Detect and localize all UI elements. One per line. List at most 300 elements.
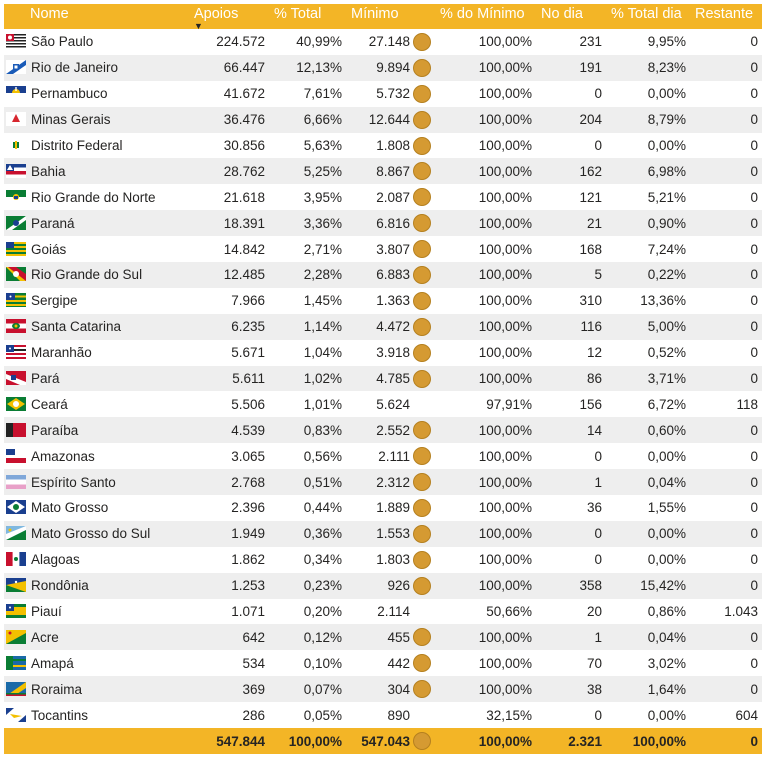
cell-apoios: 1.253 (231, 578, 265, 594)
cell-restante: 0 (750, 629, 758, 645)
coin-icon (413, 370, 431, 388)
table-row[interactable] (4, 366, 762, 392)
cell-apoios: 5.611 (232, 371, 265, 387)
cell-apoios: 1.862 (231, 552, 265, 568)
table-row[interactable] (4, 133, 762, 159)
cell-minimo (346, 650, 435, 676)
flag-pernambuco-icon (6, 86, 26, 100)
cell-restante: 0 (750, 112, 758, 128)
cell-pct-minimo: 100,00% (478, 293, 532, 309)
cell-restante: 0 (750, 655, 758, 671)
table-row[interactable] (4, 184, 762, 210)
coin-icon (413, 137, 431, 155)
cell-pct-minimo: 100,00% (478, 655, 532, 671)
coin-placeholder (413, 706, 431, 724)
state-name: Paraíba (31, 422, 79, 438)
cell-pct-minimo: 100,00% (478, 34, 532, 50)
table-body (4, 29, 762, 728)
cell-restante: 604 (735, 707, 758, 723)
cell-pct-total: 0,07% (303, 681, 342, 697)
cell-restante: 0 (750, 163, 758, 179)
flag-parana-icon (6, 216, 26, 230)
cell-no-dia: 21 (586, 215, 602, 231)
coin-icon (413, 473, 431, 491)
cell-pct-total-dia: 0,00% (647, 86, 686, 102)
table-row[interactable] (4, 702, 762, 728)
table-row[interactable] (4, 624, 762, 650)
cell-minimo (346, 573, 435, 599)
states-table-visual (4, 4, 762, 754)
table-row[interactable] (4, 391, 762, 417)
state-name: Piauí (31, 604, 62, 620)
cell-nome (4, 702, 189, 728)
minimo-value: 4.785 (376, 371, 410, 387)
column-header-nome[interactable]: Nome (30, 6, 69, 22)
cell-restante: 0 (750, 448, 758, 464)
cell-pct-total: 0,83% (303, 422, 342, 438)
table-row[interactable] (4, 417, 762, 443)
cell-pct-total: 1,04% (303, 345, 342, 361)
cell-restante: 1.043 (724, 604, 758, 620)
cell-apoios: 30.856 (223, 138, 265, 153)
column-header-minimo[interactable]: Mínimo (351, 6, 399, 22)
state-name: Mato Grosso do Sul (31, 526, 151, 542)
cell-no-dia: 204 (579, 112, 602, 128)
flag-maranhao-icon (6, 345, 26, 359)
cell-no-dia: 70 (586, 655, 602, 671)
cell-apoios: 21.618 (223, 189, 265, 205)
total-minimo-cell (346, 728, 435, 754)
cell-no-dia: 0 (594, 86, 602, 102)
cell-minimo (346, 495, 435, 521)
cell-restante: 0 (750, 86, 758, 102)
coin-icon (413, 240, 431, 258)
cell-pct-total: 0,05% (303, 707, 342, 723)
cell-minimo (346, 547, 435, 573)
cell-minimo (346, 158, 435, 184)
cell-apoios: 224.572 (216, 34, 265, 50)
cell-restante: 0 (750, 474, 758, 490)
cell-minimo (346, 676, 435, 702)
minimo-value: 455 (387, 629, 410, 645)
cell-no-dia: 12 (586, 345, 602, 361)
cell-restante: 0 (750, 578, 758, 594)
flag-rio-grande-do-sul-icon (6, 267, 26, 281)
cell-minimo (346, 236, 435, 262)
cell-no-dia: 20 (586, 604, 602, 620)
cell-pct-total-dia: 8,79% (647, 112, 686, 128)
flag-sergipe-icon (6, 293, 26, 307)
table-row[interactable] (4, 443, 762, 469)
cell-no-dia: 156 (579, 396, 602, 412)
totals-row (4, 728, 762, 754)
cell-no-dia: 38 (586, 681, 602, 697)
cell-pct-minimo: 100,00% (478, 681, 532, 697)
column-header-pct-total[interactable]: % Total (274, 6, 322, 22)
minimo-value: 5.732 (376, 86, 410, 102)
coin-icon (413, 447, 431, 465)
cell-pct-total: 1,01% (303, 396, 342, 412)
table-row[interactable] (4, 521, 762, 547)
coin-icon (413, 162, 431, 180)
state-name: Rio de Janeiro (31, 60, 119, 76)
minimo-value: 1.363 (376, 293, 410, 309)
cell-pct-total-dia: 13,36% (640, 293, 686, 309)
cell-restante: 0 (750, 60, 758, 76)
minimo-value: 27.148 (368, 34, 410, 50)
cell-apoios: 41.672 (223, 86, 265, 102)
cell-apoios: 66.447 (223, 60, 265, 76)
cell-nome (4, 573, 189, 599)
column-header-pct-minimo[interactable]: % do Mínimo (440, 6, 525, 22)
cell-pct-total: 0,36% (303, 526, 342, 542)
cell-minimo (346, 521, 435, 547)
cell-pct-total: 3,95% (303, 189, 342, 205)
state-name: Pernambuco (31, 86, 108, 102)
cell-pct-total-dia: 8,23% (647, 60, 686, 76)
state-name: Paraná (31, 215, 75, 231)
cell-pct-total-dia: 0,00% (647, 707, 686, 723)
cell-pct-total-dia: 0,52% (647, 345, 686, 361)
cell-minimo (346, 340, 435, 366)
coin-icon (413, 266, 431, 284)
table-row[interactable] (4, 81, 762, 107)
coin-icon (413, 111, 431, 129)
flag-minas-gerais-icon (6, 112, 26, 126)
cell-pct-minimo: 100,00% (478, 448, 532, 464)
cell-apoios: 642 (242, 629, 265, 645)
coin-icon (413, 292, 431, 310)
table-row[interactable] (4, 573, 762, 599)
cell-pct-total-dia: 0,86% (647, 604, 686, 620)
cell-pct-total: 1,14% (303, 319, 342, 335)
state-name: Santa Catarina (31, 319, 122, 335)
minimo-value: 3.807 (376, 241, 410, 257)
table-row[interactable] (4, 262, 762, 288)
minimo-value: 2.552 (376, 422, 410, 438)
flag-piaui-icon (6, 604, 26, 618)
cell-nome (4, 469, 189, 495)
cell-apoios: 36.476 (223, 112, 265, 128)
cell-apoios: 28.762 (223, 163, 265, 179)
cell-nome (4, 599, 189, 625)
cell-nome (4, 133, 189, 159)
table-row[interactable] (4, 676, 762, 702)
cell-apoios: 3.065 (231, 448, 265, 464)
cell-nome (4, 547, 189, 573)
cell-no-dia: 1 (594, 474, 602, 490)
cell-pct-total-dia: 3,02% (647, 655, 686, 671)
state-name: Ceará (31, 396, 68, 412)
cell-pct-minimo: 100,00% (478, 371, 532, 387)
cell-nome (4, 314, 189, 340)
flag-bahia-icon (6, 164, 26, 178)
cell-pct-total-dia: 0,00% (647, 526, 686, 542)
cell-pct-total-dia: 0,90% (647, 215, 686, 231)
cell-minimo (346, 469, 435, 495)
cell-restante: 0 (750, 552, 758, 568)
flag-distrito-federal-icon (6, 138, 26, 152)
cell-no-dia: 1 (594, 629, 602, 645)
flag-tocantins-icon (6, 708, 26, 722)
coin-icon (413, 421, 431, 439)
table-row[interactable] (4, 314, 762, 340)
table-row[interactable] (4, 29, 762, 55)
cell-pct-total-dia: 0,00% (647, 448, 686, 464)
cell-nome (4, 158, 189, 184)
coin-icon (413, 344, 431, 362)
coin-icon (413, 732, 431, 750)
cell-pct-minimo: 100,00% (478, 578, 532, 594)
cell-pct-minimo: 97,91% (486, 396, 532, 412)
cell-minimo (346, 262, 435, 288)
minimo-value: 12.644 (368, 112, 410, 128)
total-restante: 0 (750, 733, 758, 749)
state-name: Minas Gerais (31, 112, 111, 128)
table-row[interactable] (4, 495, 762, 521)
cell-pct-total: 0,10% (303, 655, 342, 671)
cell-minimo (346, 288, 435, 314)
coin-icon (413, 85, 431, 103)
total-pct-minimo: 100,00% (478, 733, 532, 749)
cell-nome (4, 184, 189, 210)
column-header-no-dia[interactable]: No dia (541, 6, 583, 22)
cell-no-dia: 121 (579, 189, 602, 205)
cell-pct-total: 0,44% (303, 500, 342, 516)
minimo-value: 1.553 (376, 526, 410, 542)
cell-nome (4, 366, 189, 392)
cell-pct-total-dia: 5,00% (647, 319, 686, 335)
cell-pct-minimo: 100,00% (478, 526, 532, 542)
cell-pct-total: 12,13% (296, 60, 342, 76)
cell-pct-total: 5,63% (303, 138, 342, 153)
flag-mato-grosso-icon (6, 500, 26, 514)
cell-minimo (346, 29, 435, 55)
cell-pct-total-dia: 0,60% (647, 422, 686, 438)
cell-no-dia: 0 (594, 552, 602, 568)
minimo-value: 890 (387, 707, 410, 723)
minimo-value: 3.918 (376, 345, 410, 361)
cell-restante: 0 (750, 293, 758, 309)
state-name: Pará (31, 371, 60, 387)
cell-apoios: 6.235 (231, 319, 265, 335)
total-pct-total-dia: 100,00% (632, 733, 686, 749)
cell-pct-minimo: 100,00% (478, 189, 532, 205)
cell-nome (4, 495, 189, 521)
cell-minimo (346, 702, 435, 728)
cell-restante: 0 (750, 681, 758, 697)
coin-placeholder (413, 395, 431, 413)
table-row[interactable] (4, 158, 762, 184)
table-row[interactable] (4, 469, 762, 495)
table-row[interactable] (4, 650, 762, 676)
cell-no-dia: 5 (594, 267, 602, 283)
cell-pct-total: 1,02% (303, 371, 342, 387)
cell-pct-minimo: 100,00% (478, 215, 532, 231)
cell-nome (4, 55, 189, 81)
table-row[interactable] (4, 107, 762, 133)
coin-icon (413, 628, 431, 646)
cell-pct-minimo: 100,00% (478, 629, 532, 645)
table-row[interactable] (4, 340, 762, 366)
cell-pct-minimo: 100,00% (478, 345, 532, 361)
flag-ceara-icon (6, 397, 26, 411)
sort-descending-icon[interactable]: ▼ (194, 21, 203, 31)
flag-acre-icon (6, 630, 26, 644)
flag-rondonia-icon (6, 578, 26, 592)
table-row[interactable] (4, 55, 762, 81)
cell-pct-total-dia: 1,55% (647, 500, 686, 516)
cell-pct-total: 0,51% (303, 474, 342, 490)
table-row[interactable] (4, 210, 762, 236)
cell-nome (4, 262, 189, 288)
flag-alagoas-icon (6, 552, 26, 566)
cell-no-dia: 0 (594, 448, 602, 464)
cell-apoios: 534 (242, 655, 265, 671)
state-name: Acre (31, 629, 59, 645)
cell-pct-total: 1,45% (303, 293, 342, 309)
cell-restante: 0 (750, 422, 758, 438)
cell-pct-total: 7,61% (303, 86, 342, 102)
column-header-apoios[interactable] (189, 4, 269, 29)
cell-no-dia: 0 (594, 707, 602, 723)
coin-icon (413, 680, 431, 698)
coin-icon (413, 525, 431, 543)
cell-restante: 0 (750, 526, 758, 542)
cell-restante: 0 (750, 189, 758, 205)
flag-santa-catarina-icon (6, 319, 26, 333)
cell-apoios: 1.071 (231, 604, 265, 620)
minimo-value: 8.867 (376, 163, 410, 179)
cell-pct-total: 6,66% (303, 112, 342, 128)
cell-pct-minimo: 100,00% (478, 60, 532, 76)
total-minimo: 547.043 (361, 733, 410, 749)
flag-amapa-icon (6, 656, 26, 670)
cell-no-dia: 191 (579, 60, 602, 76)
state-name: Rio Grande do Norte (31, 189, 156, 205)
table-row[interactable] (4, 288, 762, 314)
flag-goias-icon (6, 242, 26, 256)
coin-icon (413, 188, 431, 206)
cell-no-dia: 86 (586, 371, 602, 387)
minimo-value: 6.883 (376, 267, 410, 283)
coin-icon (413, 318, 431, 336)
column-header-pct-total-dia[interactable]: % Total dia (611, 6, 682, 22)
cell-nome (4, 391, 189, 417)
flag-rio-de-janeiro-icon (6, 60, 26, 74)
flag-sao-paulo-icon (6, 34, 26, 48)
coin-icon (413, 499, 431, 517)
cell-no-dia: 14 (586, 422, 602, 438)
cell-pct-minimo: 100,00% (478, 112, 532, 128)
flag-para-icon (6, 371, 26, 385)
cell-pct-minimo: 50,66% (486, 604, 532, 620)
cell-pct-total-dia: 3,71% (647, 371, 686, 387)
state-name: Rio Grande do Sul (31, 267, 143, 283)
cell-nome (4, 29, 189, 55)
minimo-value: 2.087 (376, 189, 410, 205)
coin-icon (413, 59, 431, 77)
minimo-value: 926 (387, 578, 410, 594)
cell-nome (4, 650, 189, 676)
state-name: Rondônia (31, 578, 89, 594)
minimo-value: 1.889 (376, 500, 410, 516)
table-row[interactable] (4, 599, 762, 625)
header-row (4, 4, 762, 29)
cell-apoios: 369 (242, 681, 265, 697)
cell-pct-minimo: 100,00% (478, 241, 532, 257)
cell-no-dia: 310 (579, 293, 602, 309)
cell-pct-minimo: 100,00% (478, 138, 532, 153)
cell-pct-minimo: 100,00% (478, 86, 532, 102)
state-name: Bahia (31, 163, 66, 179)
cell-pct-total-dia: 0,00% (647, 552, 686, 568)
state-name: Sergipe (31, 293, 78, 309)
cell-minimo (346, 391, 435, 417)
state-name: Mato Grosso (31, 500, 109, 516)
state-name: Distrito Federal (31, 138, 123, 153)
cell-pct-total-dia: 0,00% (647, 138, 686, 153)
cell-apoios: 12.485 (223, 267, 265, 283)
cell-pct-total: 2,71% (303, 241, 342, 257)
cell-restante: 0 (750, 215, 758, 231)
cell-pct-total-dia: 0,22% (647, 267, 686, 283)
cell-no-dia: 0 (594, 526, 602, 542)
cell-pct-minimo: 100,00% (478, 422, 532, 438)
cell-pct-total: 40,99% (296, 34, 342, 50)
total-apoios: 547.844 (216, 733, 265, 749)
state-name: Goiás (31, 241, 67, 257)
minimo-value: 1.803 (376, 552, 410, 568)
cell-pct-total: 0,23% (303, 578, 342, 594)
cell-pct-total: 3,36% (303, 215, 342, 231)
cell-nome (4, 107, 189, 133)
flag-roraima-icon (6, 682, 26, 696)
minimo-value: 304 (387, 681, 410, 697)
minimo-value: 2.114 (377, 604, 410, 620)
minimo-value: 2.111 (378, 448, 410, 464)
total-no-dia: 2.321 (568, 733, 602, 749)
cell-minimo (346, 417, 435, 443)
cell-apoios: 2.768 (231, 474, 265, 490)
cell-pct-minimo: 100,00% (478, 163, 532, 179)
cell-apoios: 5.506 (231, 396, 265, 412)
cell-pct-minimo: 100,00% (478, 474, 532, 490)
minimo-value: 9.894 (376, 60, 410, 76)
coin-icon (413, 551, 431, 569)
cell-minimo (346, 314, 435, 340)
cell-pct-minimo: 100,00% (478, 552, 532, 568)
cell-no-dia: 116 (580, 319, 602, 335)
cell-minimo (346, 55, 435, 81)
minimo-value: 4.472 (376, 319, 410, 335)
totals-label (4, 728, 189, 754)
minimo-value: 2.312 (376, 474, 410, 490)
state-name: Maranhão (31, 345, 92, 361)
table-row[interactable] (4, 236, 762, 262)
table-row[interactable] (4, 547, 762, 573)
cell-pct-total: 0,56% (303, 448, 342, 464)
cell-pct-total-dia: 6,72% (647, 396, 686, 412)
column-header-restante[interactable]: Restante (695, 6, 754, 22)
cell-apoios: 14.842 (223, 241, 265, 257)
cell-pct-total: 2,28% (303, 267, 342, 283)
cell-minimo (346, 184, 435, 210)
cell-pct-total: 5,25% (303, 163, 342, 179)
cell-nome (4, 417, 189, 443)
cell-pct-minimo: 100,00% (478, 267, 532, 283)
state-name: Roraima (31, 681, 83, 697)
